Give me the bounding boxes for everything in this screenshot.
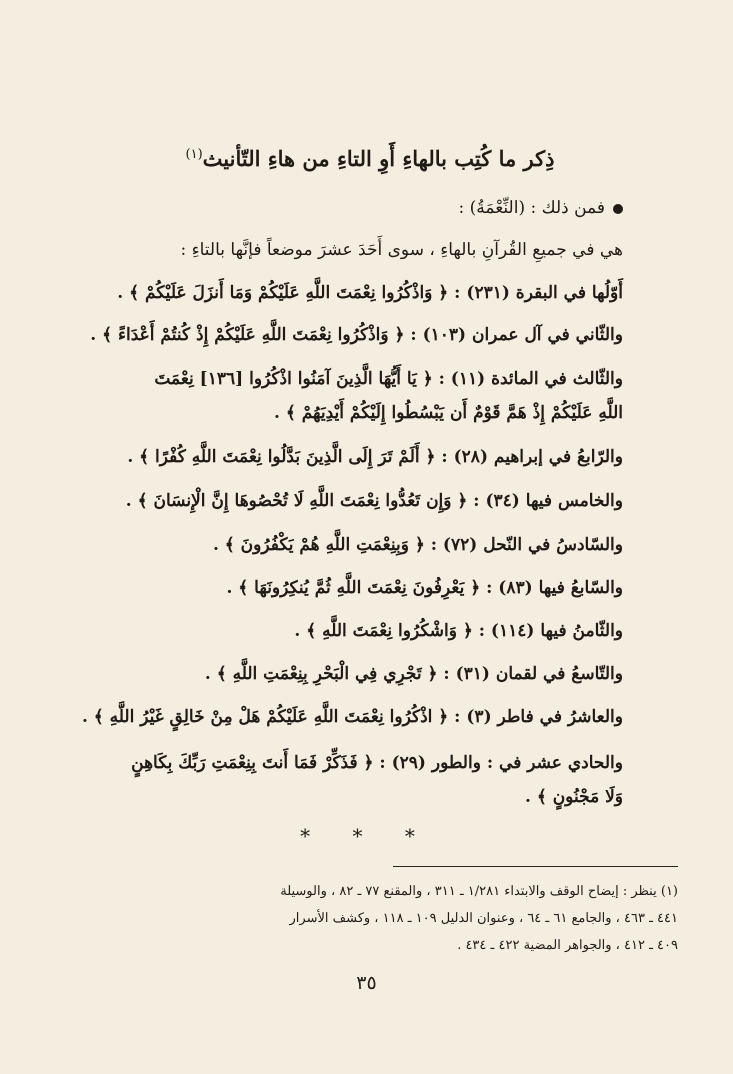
text-line-13: والعاشرُ في فاطر (٣) : ﴿ اذْكُرُوا نِعْمَتَ اللَّهِ عَلَيْكُمْ هَلْ مِنْ خَالِقٍ غَيْرُ اللَّهِ ﴾ . — [81, 707, 623, 727]
page-number: ٣٥ — [356, 972, 377, 994]
text-line-8: والخامس فيها (٣٤) : ﴿ وَإِن تَعُدُّوا نِعْمَتَ اللَّهِ لَا تُحْصُوهَا إِنَّ الْإِنسَانَ ﴾ . — [125, 491, 623, 511]
text-line-4: والثّاني في آل عمران (١٠٣) : ﴿ وَاذْكُرُوا نِعْمَتَ اللَّهِ عَلَيْكُمْ إِذْ كُنتُمْ أَعْدَاءً ﴾ . — [90, 325, 623, 345]
section-heading — [80, 146, 660, 171]
text-line-5: والثّالث في المائدة (١١) : ﴿ يَا أَيُّهَا الَّذِينَ آمَنُوا اذْكُرُوا [١٣٦] نِعْمَتَ — [154, 369, 623, 389]
section-separator: * * * — [300, 824, 433, 848]
footnote-divider — [393, 866, 678, 867]
footnote-line-3: ٤٠٩ ـ ٤١٢ ، والجواهر المضية ٤٢٢ ـ ٤٣٤ . — [457, 938, 678, 953]
text-line-2: هي في جميعِ القُرآنِ بالهاءِ ، سوى أَحَدَ عشرَ موضعاً فإنَّها بالتاءِ : — [180, 240, 623, 260]
text-line-10: والسّابعُ فيها (٨٣) : ﴿ يَعْرِفُونَ نِعْمَتَ اللَّهِ ثُمَّ يُنكِرُونَهَا ﴾ . — [226, 578, 623, 598]
footnote-line-1: (١) ينظر : إيضاح الوقف والابتداء ١/٢٨١ ـ ٣١١ ، والمقنع ٧٧ ـ ٨٢ ، والوسيلة — [280, 884, 678, 899]
heading-text: ذِكر ما كُتِب بالهاءِ أَوِ التاءِ من هاءِ التّأنيث — [202, 146, 555, 171]
bullet-icon — [613, 204, 623, 214]
text-line-15: وَلَا مَجْنُونٍ ﴾ . — [524, 787, 623, 807]
text-line-6: اللَّهِ عَلَيْكُمْ إِذْ هَمَّ قَوْمٌ أَن يَبْسُطُوا إِلَيْكُمْ أَيْدِيَهُمْ ﴾ . — [274, 403, 623, 423]
text-line-3: أَوّلُها في البقرة (٢٣١) : ﴿ وَاذْكُرُوا نِعْمَتَ اللَّهِ عَلَيْكُمْ وَمَا أَنزَلَ عَلَيْكُمْ ﴾ . — [117, 283, 623, 303]
text-line-14: والحادي عشر في : والطور (٢٩) : ﴿ فَذَكِّرْ فَمَا أَنتَ بِنِعْمَتِ رَبِّكَ بِكَاهِنٍ — [131, 753, 623, 773]
text-line-12: والتّاسعُ في لقمان (٣١) : ﴿ تَجْرِي فِي الْبَحْرِ بِنِعْمَتِ اللَّهِ ﴾ . — [204, 664, 623, 684]
text-line-9: والسّادسُ في النّحل (٧٢) : ﴿ وَبِنِعْمَتِ اللَّهِ هُمْ يَكْفُرُونَ ﴾ . — [212, 535, 623, 555]
text-line-7: والرّابعُ في إبراهيم (٢٨) : ﴿ أَلَمْ تَرَ إِلَى الَّذِينَ بَدَّلُوا نِعْمَتَ اللَّهِ كُفْرًا ﴾ . — [127, 447, 623, 467]
footnote-line-2: ٤٤١ ـ ٤٦٣ ، والجامع ٦١ ـ ٦٤ ، وعنوان الدليل ١٠٩ ـ ١١٨ ، وكشف الأسرار — [289, 911, 678, 926]
text-line-1: فمن ذلك : (النِّعْمَةُ) : — [80, 198, 623, 218]
text-line-11: والثّامنُ فيها (١١٤) : ﴿ وَاشْكُرُوا نِعْمَتَ اللَّهِ ﴾ . — [294, 621, 623, 641]
heading-footnote-marker: (١) — [185, 147, 203, 162]
